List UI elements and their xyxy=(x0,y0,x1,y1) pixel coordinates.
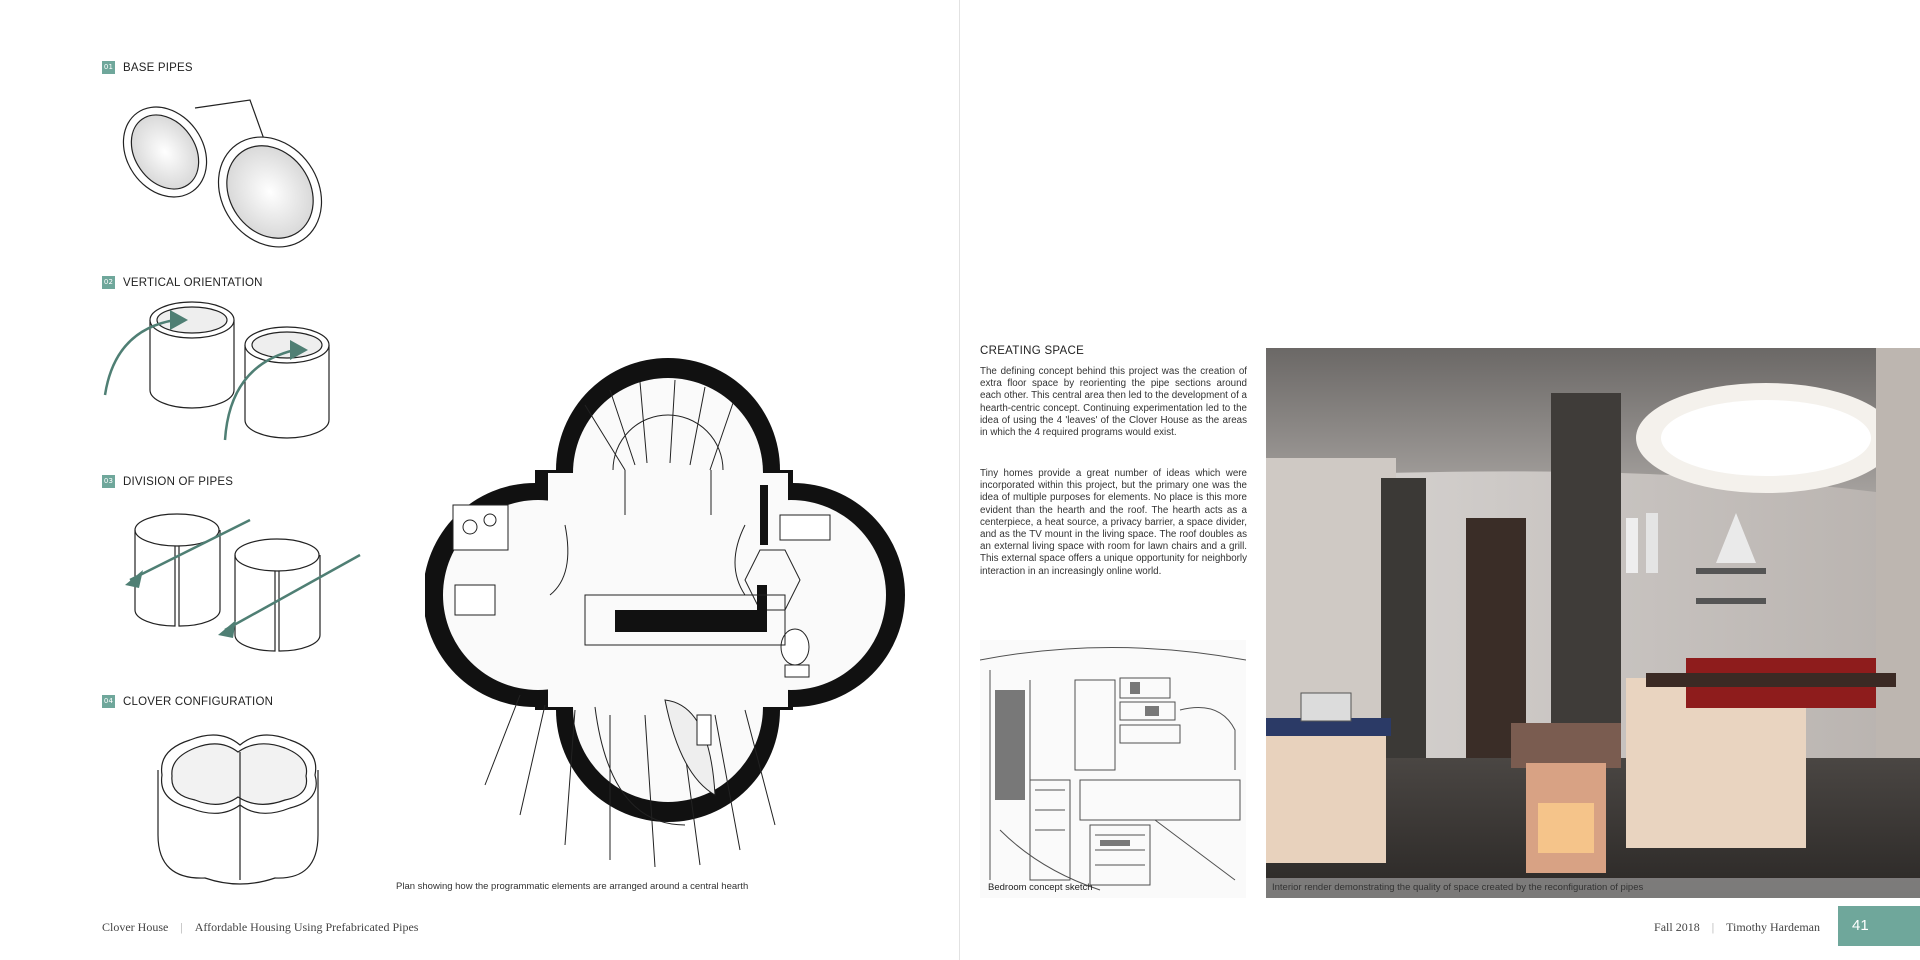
page-gutter xyxy=(959,0,960,960)
step-title: VERTICAL ORIENTATION xyxy=(123,276,263,289)
floor-plan-diagram xyxy=(425,355,905,875)
section-title: CREATING SPACE xyxy=(980,345,1085,357)
render-drawing xyxy=(1266,348,1920,898)
page-number: 41 xyxy=(1852,917,1869,934)
footer-project-title: Clover House xyxy=(102,920,169,934)
sketch-caption: Bedroom concept sketch xyxy=(988,882,1093,893)
step-title: DIVISION OF PIPES xyxy=(123,475,234,488)
footer-term: Fall 2018 xyxy=(1654,920,1700,934)
step-number-badge: 02 xyxy=(102,276,115,289)
step-label-base-pipes xyxy=(102,61,193,74)
base-pipes-diagram xyxy=(110,90,350,260)
interior-render-image xyxy=(1266,348,1920,898)
plan-caption: Plan showing how the programmatic elements are arranged around a central hearth xyxy=(396,881,749,892)
step-label-vertical-orientation xyxy=(102,276,263,289)
step-label-division-of-pipes xyxy=(102,475,233,488)
footer-project-subtitle: Affordable Housing Using Prefabricated Pipes xyxy=(194,920,419,934)
page-number-badge xyxy=(1838,906,1920,946)
step-title: CLOVER CONFIGURATION xyxy=(123,695,274,708)
footer-separator: | xyxy=(180,920,183,934)
body-paragraph-2: Tiny homes provide a great number of ideas which were incorporated within this project, but the primary one was the idea of multiple purposes for elements. No place is this more evident than the hearth and the roof. The hearth acts as a centerpiece, a heat source, a privacy barrier, a space divider, and as the TV mount in the living space. The roof doubles as an external living space with room for lawn chairs and a grill. This external space offers a unique opportunity for neighborly interaction in an increasingly online world. xyxy=(980,468,1247,577)
footer-separator: | xyxy=(1711,920,1715,934)
render-caption: Interior render demonstrating the quality of space created by the reconfiguration of pipes xyxy=(1272,882,1644,893)
footer-left xyxy=(102,920,418,935)
clover-configuration-diagram xyxy=(150,730,330,890)
step-title: BASE PIPES xyxy=(123,61,193,74)
step-number-badge: 03 xyxy=(102,475,115,488)
step-number-badge: 01 xyxy=(102,61,115,74)
step-label-clover-configuration xyxy=(102,695,273,708)
vertical-orientation-diagram xyxy=(100,295,360,455)
step-number-badge: 04 xyxy=(102,695,115,708)
division-of-pipes-diagram xyxy=(115,510,365,680)
bedroom-concept-sketch xyxy=(980,640,1246,898)
sketch-drawing xyxy=(980,640,1246,898)
footer-author: Timothy Hardeman xyxy=(1726,920,1820,934)
footer-right xyxy=(1654,920,1820,935)
body-paragraph-1: The defining concept behind this project was the creation of extra floor space by reorienting the pipe sections around each other. This central area then led to the development of a hearth-centric concept. Continuing experimentation led to the idea of using the 4 'leaves' of the Clover House as the areas in which the 4 required programs would exist. xyxy=(980,366,1247,439)
